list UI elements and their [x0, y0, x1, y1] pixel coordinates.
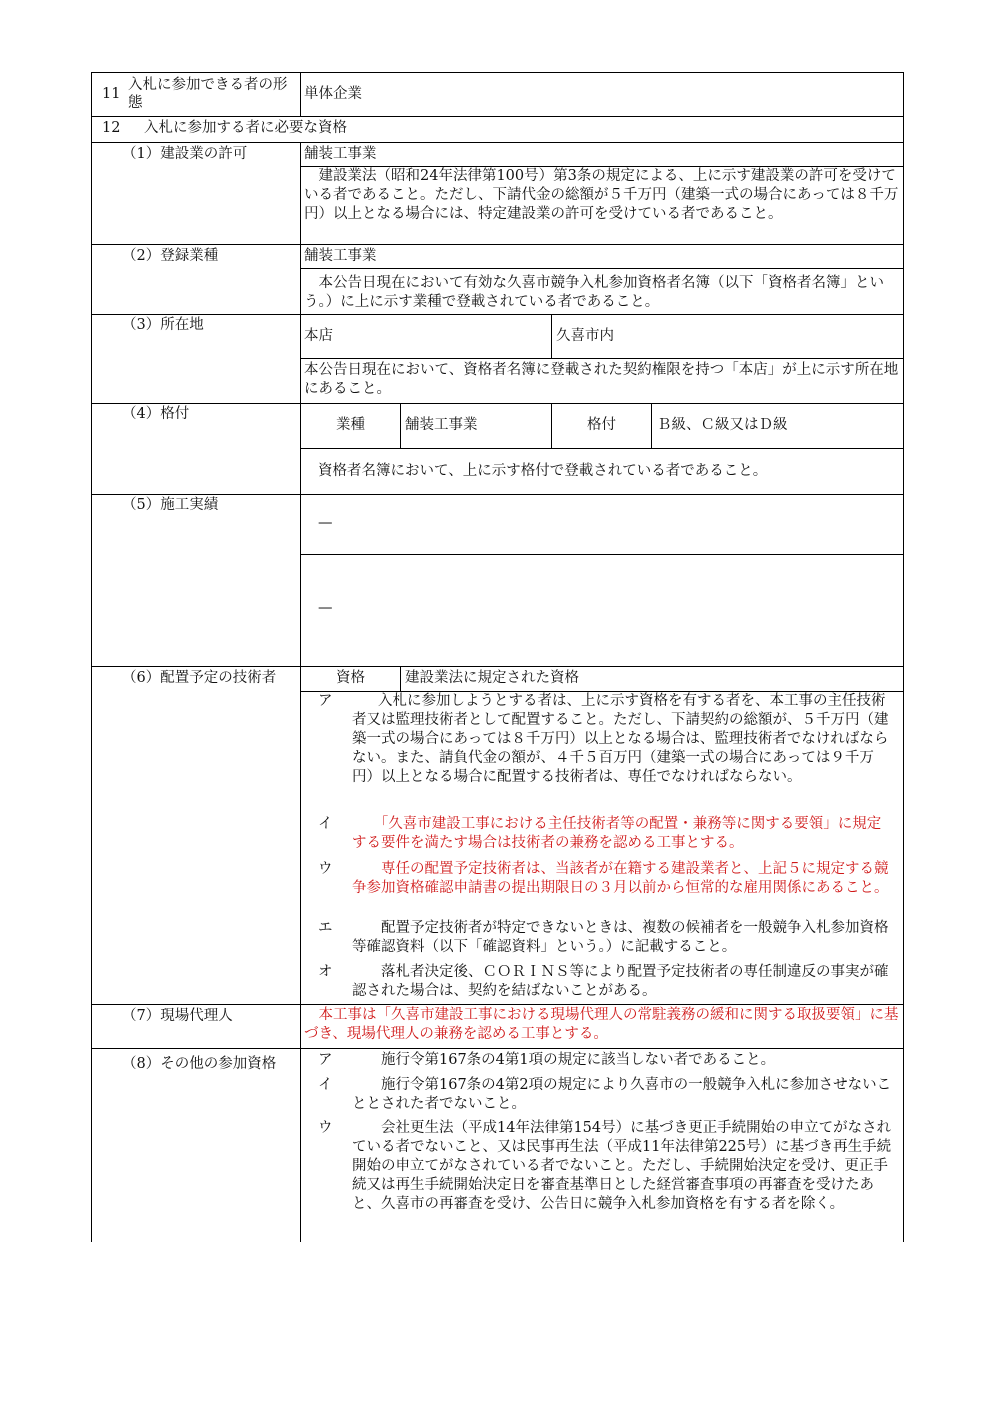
rule	[400, 403, 401, 448]
section-label: （3）所在地	[122, 317, 204, 333]
list-mark: ウ	[318, 1120, 333, 1136]
section-text: 資格者名簿において、上に示す格付で登載されている者であること。	[318, 463, 768, 479]
list-mark: ア	[318, 693, 333, 709]
list-item: 落札者決定後、ＣＯＲＩＮＳ等により配置予定技術者の専任制違反の事実が確認された場合は、契約を結ばないことがある。	[352, 964, 889, 999]
list-item: 会社更生法（平成14年法律第154号）に基づき更正手続開始の申立てがなされている者でないこと、又は民事再生法（平成11年法律第225号）に基づき再生手続開始の申立てがなされている者でないこと。ただし、手続開始決定を受け、更正手続又は再生手続開始決定日を審査基準日とした経営審査事項の再審査を受けたあと、久喜市の再審査を受け、公告日に競争入札参加資格を有する者を除く。	[352, 1120, 892, 1212]
section-text: 本公告日現在において有効な久喜市競争入札参加資格者名簿（以下「資格者名簿」という。）に上に示す業種で登載されている者であること。	[304, 275, 884, 310]
grade-rank-value: Ｂ級、Ｃ級又はＤ級	[657, 417, 788, 433]
qualification-header: 資格	[336, 670, 365, 686]
rule	[91, 666, 904, 667]
list-item: 施行令第167条の4第2項の規定により久喜市の一般競争入札に参加させないこととされた者でないこと。	[352, 1077, 892, 1112]
section-label: （8）その他の参加資格	[122, 1056, 277, 1072]
item-number: 11	[102, 86, 121, 102]
rule	[300, 554, 904, 555]
grade-header-rank: 格付	[587, 417, 616, 433]
section-label: （7）現場代理人	[122, 1008, 233, 1024]
rule	[91, 72, 92, 1242]
rule	[91, 116, 904, 117]
rule	[91, 142, 904, 143]
grade-industry-value: 舗装工事業	[405, 417, 478, 433]
row-value: 単体企業	[304, 86, 362, 102]
rule	[551, 314, 552, 358]
dash: —	[318, 515, 333, 531]
rule	[300, 142, 301, 1242]
rule	[91, 314, 904, 315]
location-type: 本店	[304, 328, 333, 344]
rule	[903, 72, 904, 1242]
section-value: 舗装工事業	[304, 248, 377, 264]
list-mark: ア	[318, 1052, 333, 1068]
dash: —	[318, 600, 333, 616]
rule	[91, 1004, 904, 1005]
rule	[400, 666, 401, 691]
section-label: （4）格付	[122, 406, 190, 422]
list-item: 施行令第167条の4第1項の規定に該当しない者であること。	[352, 1052, 776, 1068]
rule	[91, 72, 904, 73]
list-mark: オ	[318, 964, 333, 980]
list-mark: イ	[318, 1077, 333, 1093]
rule	[91, 244, 904, 245]
section-label: （1）建設業の許可	[122, 146, 248, 162]
rule	[300, 358, 904, 359]
list-mark: ウ	[318, 861, 333, 877]
row-label: 入札に参加する者に必要な資格	[144, 120, 347, 136]
location-value: 久喜市内	[556, 328, 614, 344]
item-number: 12	[102, 120, 121, 136]
rule	[91, 1048, 904, 1049]
list-item: 「久喜市建設工事における主任技術者等の配置・兼務等に関する要領」に規定する要件を満たす場合は技術者の兼務を認める工事とする。	[352, 816, 882, 851]
list-item: 専任の配置予定技術者は、当該者が在籍する建設業者と、上記５に規定する競争参加資格確認申請書の提出期限日の３月以前から恒常的な雇用関係にあること。	[352, 861, 889, 896]
row-label: 入札に参加できる者の形態	[128, 77, 288, 111]
section-value: 舗装工事業	[304, 146, 377, 162]
section-text: 建設業法（昭和24年法律第100号）第3条の規定による、上に示す建設業の許可を受けている者であること。ただし、下請代金の総額が５千万円（建築一式の場合にあっては８千万円）以上となる場合には、特定建設業の許可を受けている者であること。	[304, 168, 899, 222]
rule	[300, 268, 904, 269]
rule	[91, 403, 904, 404]
section-label: （5）施工実績	[122, 497, 219, 513]
section-text: 本公告日現在において、資格者名簿に登載された契約権限を持つ「本店」が上に示す所在地にあること。	[304, 362, 899, 397]
list-item: 配置予定技術者が特定できないときは、複数の候補者を一般競争入札参加資格等確認資料（以下「確認資料」という。）に記載すること。	[352, 920, 889, 955]
list-item: 入札に参加しようとする者は、上に示す資格を有する者を、本工事の主任技術者又は監理技術者として配置すること。ただし、下請契約の総額が、５千万円（建築一式の場合にあっては８千万円）以上となる場合は、監理技術者でなければならない。また、請負代金の額が、４千５百万円（建築一式の場合にあっては９千万円）以上となる場合に配置する技術者は、専任でなければならない。	[349, 693, 889, 785]
rule	[300, 448, 904, 449]
section-text: 本工事は「久喜市建設工事における現場代理人の常駐義務の緩和に関する取扱要領」に基づき、現場代理人の兼務を認める工事とする。	[304, 1007, 899, 1042]
section-label: （6）配置予定の技術者	[122, 670, 277, 686]
rule	[91, 494, 904, 495]
list-mark: エ	[318, 920, 333, 936]
qualification-value: 建設業法に規定された資格	[405, 670, 579, 686]
list-mark: イ	[318, 816, 333, 832]
rule	[300, 72, 301, 116]
rule	[651, 403, 652, 448]
grade-header-industry: 業種	[336, 417, 365, 433]
section-label: （2）登録業種	[122, 248, 219, 264]
